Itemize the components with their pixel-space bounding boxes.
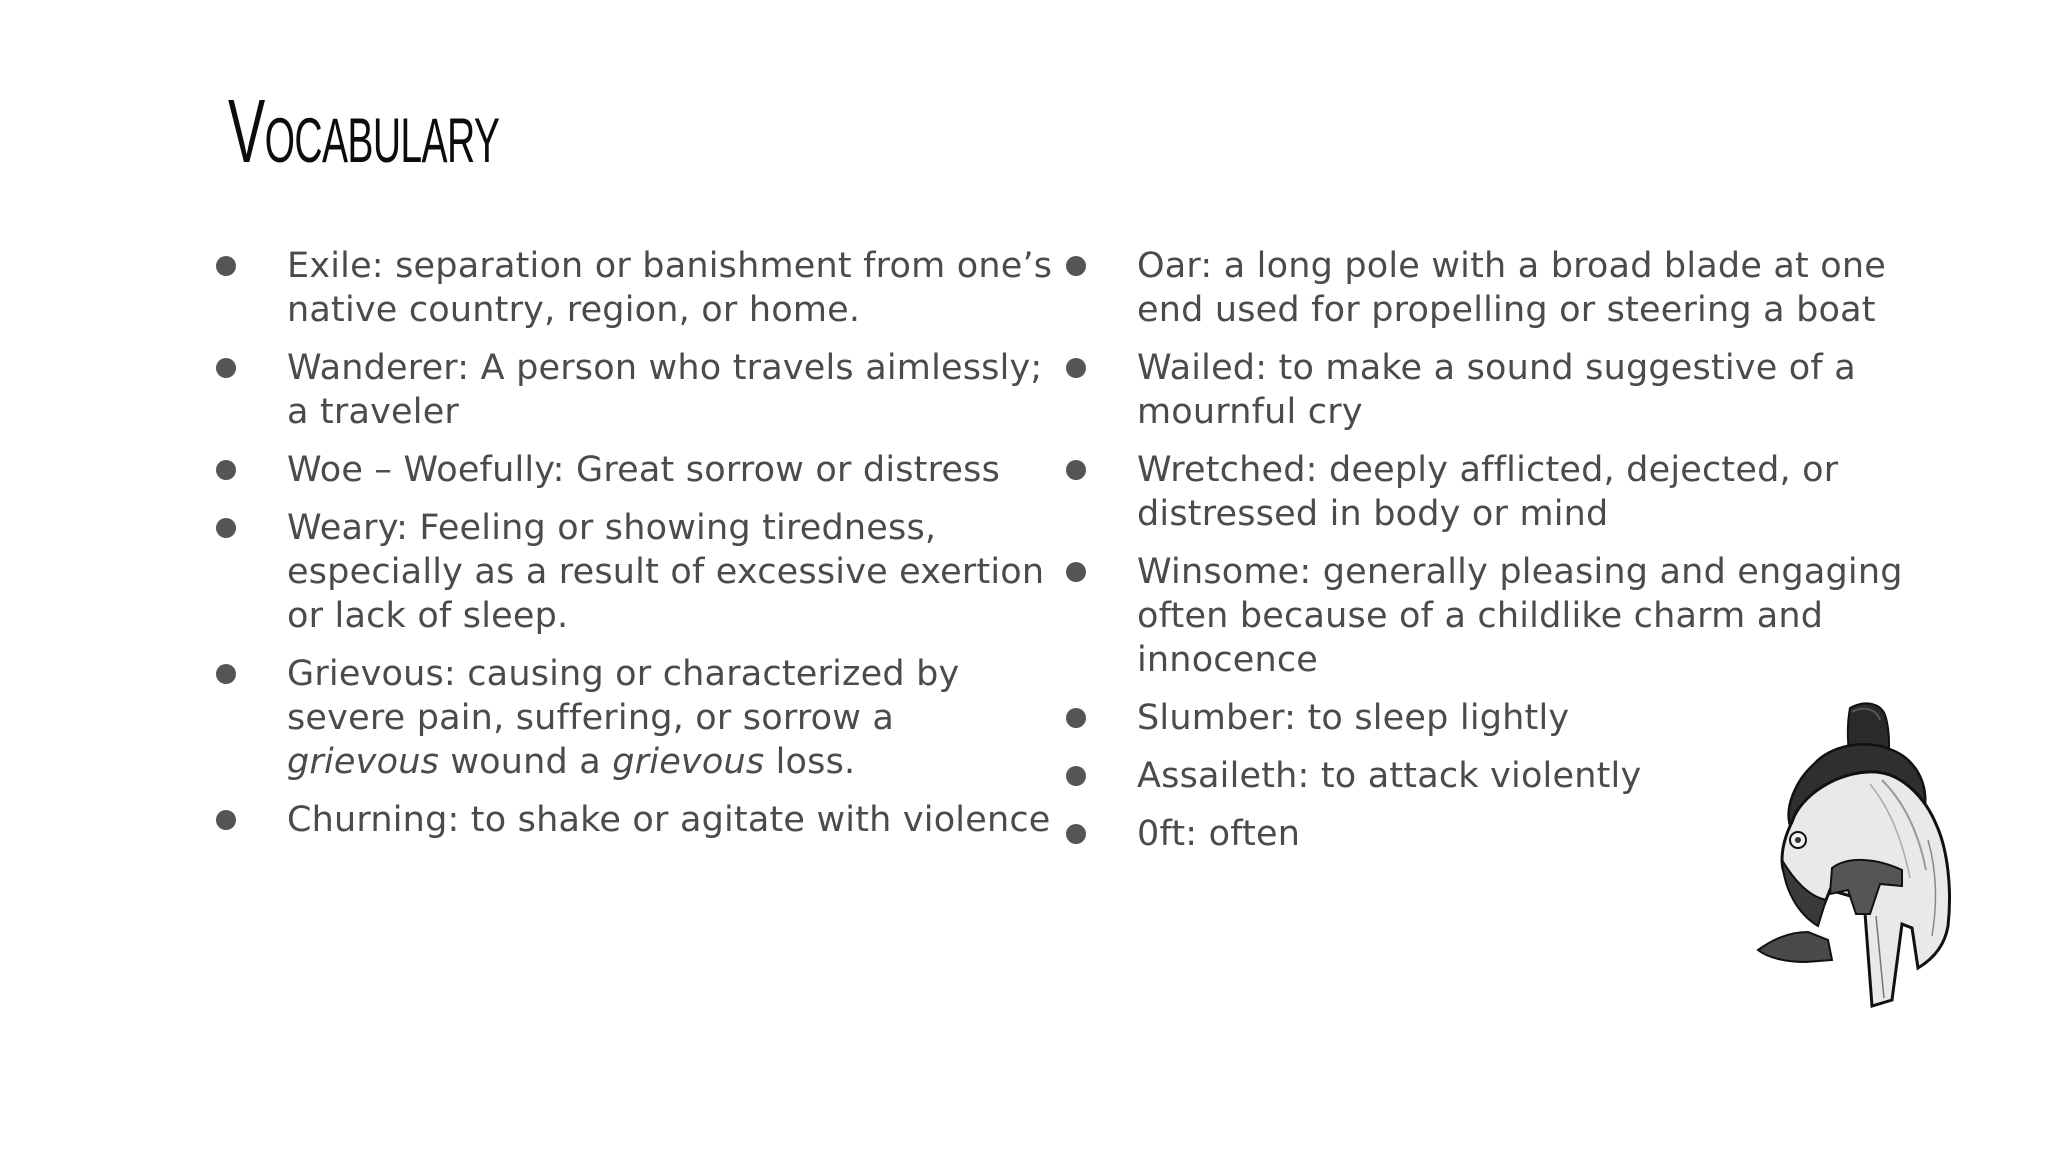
definition-text: Wretched: deeply afflicted, dejected, or distressed in body or mind	[1137, 450, 1850, 534]
list-item-grievous	[214, 652, 1054, 784]
list-item-churning	[214, 798, 1054, 842]
definition-text: Wailed: to make a sound suggestive of a mournful cry	[1137, 348, 1868, 432]
list-item-woe	[214, 448, 1054, 492]
definition-text: Weary: Feeling or showing tiredness, especially as a result of excessive exertion or lack of sleep.	[287, 508, 1056, 636]
definition-text: Assaileth: to attack violently	[1137, 756, 1642, 796]
slide-title: Vocabulary	[228, 82, 500, 182]
list-item-winsome	[1064, 550, 1914, 682]
bullet-icon	[1066, 708, 1086, 728]
bullet-icon	[1066, 766, 1086, 786]
definition-text: Wanderer: A person who travels aimlessly; a traveler	[287, 348, 1054, 432]
example-word: grievous	[612, 742, 765, 782]
list-item-wailed	[1064, 346, 1904, 434]
bullet-icon	[216, 256, 236, 276]
list-item-wanderer	[214, 346, 1054, 434]
definition-text: Woe – Woefully: Great sorrow or distress	[287, 450, 1001, 490]
bullet-icon	[1066, 824, 1086, 844]
bullet-icon	[216, 810, 236, 830]
definition-text: Churning: to shake or agitate with violence	[287, 800, 1051, 840]
list-item-oar	[1064, 244, 1904, 332]
definition-text: 0ft: often	[1137, 814, 1301, 854]
bullet-icon	[216, 460, 236, 480]
definition-text: Exile: separation or banishment from one’s native country, region, or home.	[287, 246, 1064, 330]
list-item-exile	[214, 244, 1064, 332]
spartan-helmet-icon	[1752, 700, 1962, 1012]
definition-text: Winsome: generally pleasing and engaging often because of a childlike charm and innocence	[1137, 552, 1914, 680]
example-word: grievous	[287, 742, 440, 782]
bullet-icon	[216, 518, 236, 538]
example-text: wound a	[439, 742, 613, 782]
bullet-icon	[1066, 460, 1086, 480]
list-item-wretched	[1064, 448, 1904, 536]
definition-text: Slumber: to sleep lightly	[1137, 698, 1570, 738]
example-text: loss.	[764, 742, 856, 782]
vocabulary-list-left	[214, 244, 1064, 856]
bullet-icon	[216, 664, 236, 684]
bullet-icon	[1066, 562, 1086, 582]
definition-text: Grievous: causing or characterized by severe pain, suffering, or sorrow a	[287, 654, 971, 738]
definition-text: Oar: a long pole with a broad blade at one end used for propelling or steering a boat	[1137, 246, 1898, 330]
bullet-icon	[1066, 256, 1086, 276]
bullet-icon	[1066, 358, 1086, 378]
bullet-icon	[216, 358, 236, 378]
list-item-weary	[214, 506, 1054, 638]
